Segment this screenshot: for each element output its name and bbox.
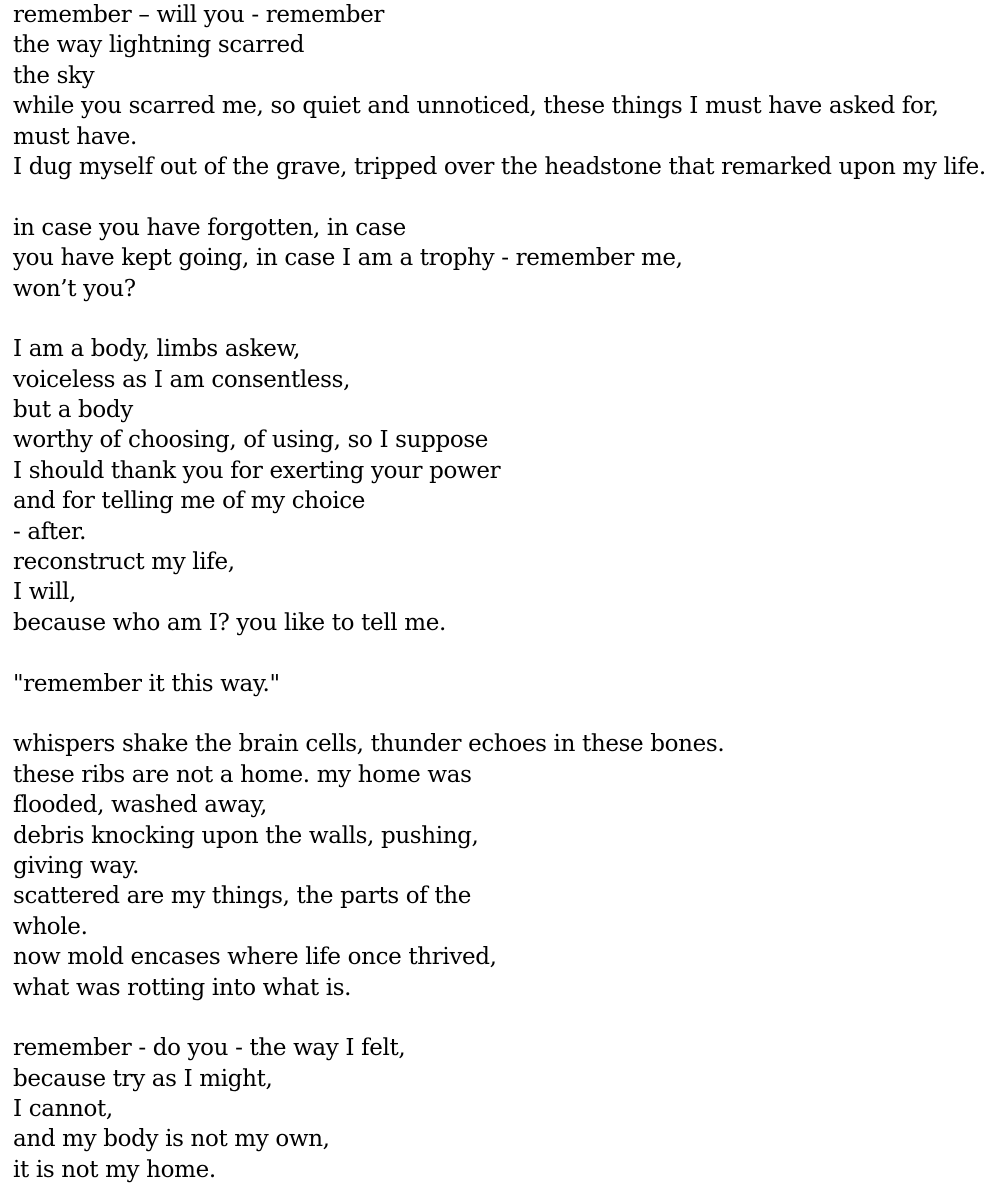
poem-line: giving way. <box>13 852 140 879</box>
poem-line: in case you have forgotten, in case <box>13 214 406 241</box>
poem-line: because try as I might, <box>13 1065 273 1092</box>
stanza-break <box>13 638 983 668</box>
stanza-3 <box>13 334 983 638</box>
stanza-break <box>13 1003 983 1033</box>
poem-line: and my body is not my own, <box>13 1126 330 1153</box>
poem-line: won’t you? <box>13 275 136 302</box>
poem-line: you have kept going, in case I am a trophy - remember me, <box>13 245 683 272</box>
stanza-1 <box>13 0 986 182</box>
poem-line: "remember it this way." <box>13 670 280 697</box>
poem-line: I dug myself out of the grave, tripped over the headstone that remarked upon my life. <box>13 153 986 180</box>
poem-line: but a body <box>13 397 133 424</box>
poem-line: whispers shake the brain cells, thunder echoes in these bones. <box>13 731 725 758</box>
poem-line: voiceless as I am consentless, <box>13 366 351 393</box>
stanza-6 <box>13 1033 983 1185</box>
poem-line: worthy of choosing, of using, so I suppose <box>13 427 489 454</box>
poem-line: whole. <box>13 913 88 940</box>
stanza-break <box>13 182 983 212</box>
poem-document <box>13 0 986 1185</box>
poem-line: what was rotting into what is. <box>13 974 352 1001</box>
stanza-4 <box>13 669 983 699</box>
poem-line: I cannot, <box>13 1096 113 1123</box>
poem-line: scattered are my things, the parts of the <box>13 883 472 910</box>
poem-line: debris knocking upon the walls, pushing, <box>13 822 479 849</box>
poem-line: because who am I? you like to tell me. <box>13 609 446 636</box>
poem-line: I should thank you for exerting your power <box>13 457 501 484</box>
poem-line: remember - do you - the way I felt, <box>13 1035 406 1062</box>
poem-line: I am a body, limbs askew, <box>13 336 301 363</box>
poem-line: must have. <box>13 123 137 150</box>
poem-line: it is not my home. <box>13 1156 216 1183</box>
poem-line: the sky <box>13 62 95 89</box>
poem-line: - after. <box>13 518 87 545</box>
poem-line: remember – will you - remember <box>13 2 385 28</box>
poem-line: reconstruct my life, <box>13 549 235 576</box>
stanza-2 <box>13 213 983 304</box>
poem-line: I will, <box>13 579 77 606</box>
poem-line: now mold encases where life once thrived, <box>13 944 497 971</box>
poem-line: and for telling me of my choice <box>13 488 366 515</box>
poem-line: these ribs are not a home. my home was <box>13 761 472 788</box>
poem-line: the way lightning scarred <box>13 32 305 59</box>
poem-line: flooded, washed away, <box>13 792 267 819</box>
stanza-break <box>13 699 983 729</box>
stanza-break <box>13 304 983 334</box>
poem-line: while you scarred me, so quiet and unnoticed, these things I must have asked for, <box>13 93 939 120</box>
stanza-5 <box>13 729 983 1003</box>
